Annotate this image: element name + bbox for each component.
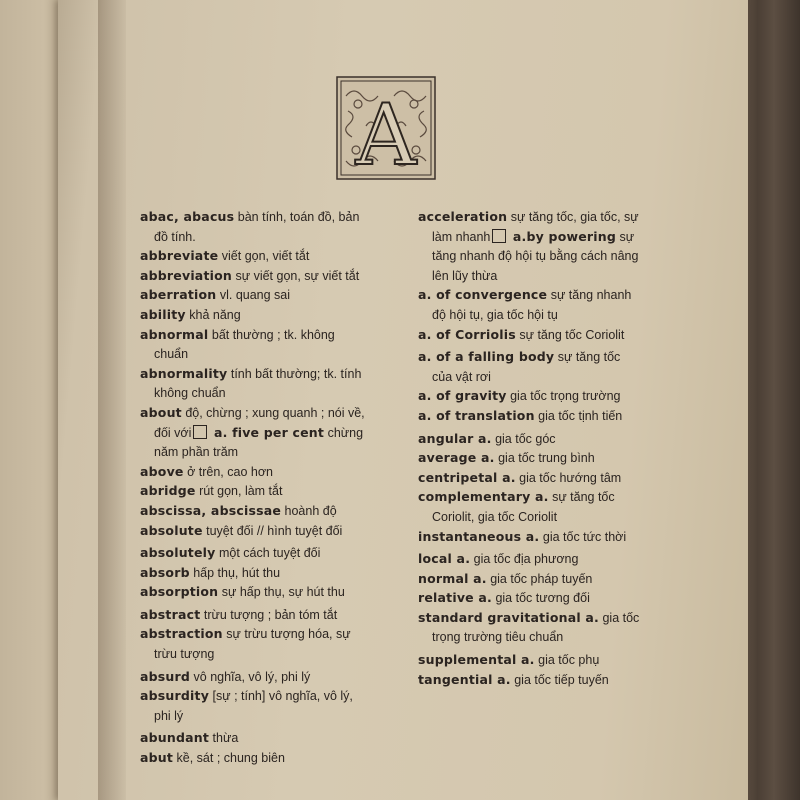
- dictionary-entry: [140, 729, 368, 749]
- definition: [sự ; tính] vô nghĩa, vô lý, phi lý: [154, 689, 353, 723]
- headword: tangential a.: [418, 671, 511, 687]
- dictionary-entry: [140, 687, 368, 726]
- sub-definition: sự tăng nhanh độ hội tụ bằng cách nâng lên lũy thừa: [432, 229, 639, 283]
- dictionary-entry: [140, 286, 368, 306]
- left-column: [140, 208, 368, 769]
- ornamental-letter-A-icon: [336, 76, 436, 180]
- headword: a. of gravity: [418, 388, 507, 404]
- dictionary-entry: [418, 550, 640, 570]
- headword: relative a.: [418, 590, 492, 606]
- headword: centripetal a.: [418, 469, 516, 485]
- headword: abut: [140, 750, 174, 766]
- definition: gia tốc hướng tâm: [515, 470, 622, 485]
- dictionary-entry: [140, 749, 368, 769]
- definition: sự trừu tượng hóa, sự trừu tượng: [154, 627, 351, 662]
- definition: kề, sát ; chung biên: [173, 751, 285, 766]
- definition: gia tốc trọng trường: [506, 389, 621, 404]
- headword: instantaneous a.: [418, 528, 540, 544]
- definition: gia tốc tương đối: [491, 591, 590, 606]
- definition: gia tốc địa phương: [470, 552, 579, 567]
- definition: sự viết gọn, sự viết tắt: [232, 268, 360, 283]
- dictionary-entry: [140, 404, 368, 463]
- definition: ở trên, cao hơn: [183, 464, 273, 479]
- sub-headword: a. five per cent: [209, 424, 325, 440]
- definition: gia tốc pháp tuyến: [486, 571, 593, 586]
- dictionary-entry: [140, 606, 368, 626]
- headword: abac, abacus: [140, 209, 235, 224]
- headword: standard gravitational a.: [418, 609, 599, 625]
- definition: gia tốc tịnh tiến: [534, 408, 623, 423]
- dictionary-entry: [418, 407, 640, 427]
- dictionary-entry: [140, 306, 368, 326]
- headword: abscissa, abscissae: [140, 502, 282, 518]
- headword: absolute: [140, 522, 203, 538]
- dictionary-entry: [418, 208, 640, 286]
- dictionary-entry: [140, 267, 368, 287]
- definition: hấp thụ, hút thu: [189, 565, 281, 580]
- headword: average a.: [418, 450, 495, 466]
- headword: a. of convergence: [418, 287, 548, 303]
- dictionary-entry: [418, 589, 640, 609]
- dictionary-entry: [140, 564, 368, 584]
- dictionary-entry: [418, 326, 640, 346]
- definition: bất thường ; tk. không chuẩn: [154, 327, 335, 362]
- dictionary-entry: [140, 583, 368, 603]
- definition: khả năng: [185, 307, 241, 322]
- definition: sự tăng tốc Coriolit, gia tốc Coriolit: [432, 490, 615, 524]
- dictionary-entry: [140, 247, 368, 267]
- headword: absurd: [140, 668, 191, 684]
- headword: ability: [140, 306, 186, 322]
- book-gutter: [98, 0, 126, 800]
- dictionary-entry: [140, 522, 368, 542]
- sub-definition: chừng năm phần trăm: [154, 425, 364, 460]
- dictionary-entry: [140, 668, 368, 688]
- headword: a. of Corriolis: [418, 326, 516, 342]
- dictionary-entry: [418, 488, 640, 527]
- section-box-icon: [193, 425, 207, 439]
- definition: thừa: [209, 731, 239, 746]
- headword: abundant: [140, 730, 210, 746]
- definition: sự tăng tốc của vật rơi: [432, 350, 621, 384]
- definition: độ, chừng ; xung quanh ; nói về, đối với: [154, 405, 365, 440]
- headword: abstraction: [140, 626, 223, 642]
- dictionary-entry: [418, 469, 640, 489]
- headword: normal a.: [418, 570, 487, 586]
- headword: abnormal: [140, 326, 209, 342]
- headword: complementary a.: [418, 489, 549, 505]
- headword: abbreviation: [140, 267, 232, 283]
- headword: about: [140, 404, 182, 420]
- headword: above: [140, 463, 184, 479]
- dictionary-entry: [418, 570, 640, 590]
- definition: tuyệt đối // hình tuyệt đối: [202, 523, 343, 538]
- headword: abnormality: [140, 365, 228, 381]
- definition: gia tốc trung bình: [494, 451, 595, 466]
- definition: gia tốc tức thời: [539, 529, 627, 544]
- dictionary-entry: [140, 544, 368, 564]
- definition: gia tốc trọng trường tiêu chuẩn: [432, 610, 640, 645]
- headword: abridge: [140, 483, 196, 499]
- headword: abstract: [140, 606, 201, 622]
- headword: local a.: [418, 551, 471, 567]
- definition: sự hấp thụ, sự hút thu: [218, 585, 345, 600]
- dictionary-entry: [140, 502, 368, 522]
- headword: supplemental a.: [418, 652, 535, 668]
- definition: gia tốc phụ: [534, 653, 600, 668]
- dictionary-entry: [418, 609, 640, 648]
- definition: trừu tượng ; bản tóm tắt: [200, 607, 338, 622]
- headword: aberration: [140, 287, 217, 303]
- headword: abbreviate: [140, 248, 219, 264]
- definition: bàn tính, toán đồ, bản đồ tính.: [154, 210, 360, 244]
- definition: một cách tuyệt đối: [215, 546, 321, 561]
- definition: sự tăng nhanh độ hội tụ, gia tốc hội tụ: [432, 288, 632, 322]
- dictionary-entry: [140, 365, 368, 404]
- headword: absolutely: [140, 545, 216, 561]
- section-box-icon: [492, 229, 506, 243]
- sub-headword: a.by powering: [508, 228, 617, 244]
- dictionary-entry: [418, 430, 640, 450]
- definition: sự tăng tốc Coriolit: [515, 327, 625, 342]
- headword: absorption: [140, 584, 219, 600]
- definition: viết gọn, viết tắt: [218, 249, 310, 264]
- dictionary-entry: [418, 671, 640, 691]
- dictionary-entry: [418, 286, 640, 325]
- definition: sự tăng tốc, gia tốc, sự làm nhanh: [432, 210, 639, 244]
- dictionary-entry: [418, 387, 640, 407]
- dictionary-entry: [418, 651, 640, 671]
- dictionary-entry: [418, 449, 640, 469]
- dictionary-entry: [140, 326, 368, 365]
- headword: a. of translation: [418, 407, 535, 423]
- definition: rút gọn, làm tắt: [195, 484, 283, 499]
- svg-text:A: A: [355, 86, 417, 180]
- dictionary-entry: [418, 348, 640, 387]
- dictionary-entry: [418, 528, 640, 548]
- facing-page-edge: [0, 0, 62, 800]
- right-column: [418, 208, 640, 690]
- definition: hoành độ: [281, 503, 337, 518]
- definition: gia tốc góc: [491, 431, 556, 446]
- definition: vô nghĩa, vô lý, phi lý: [190, 669, 311, 684]
- definition: gia tốc tiếp tuyến: [510, 672, 609, 687]
- dictionary-entry: [140, 463, 368, 483]
- definition: tính bất thường; tk. tính không chuẩn: [154, 366, 362, 401]
- headword: acceleration: [418, 209, 508, 224]
- dictionary-entry: [140, 482, 368, 502]
- headword: absorb: [140, 564, 190, 580]
- headword: angular a.: [418, 430, 492, 446]
- definition: vl. quang sai: [216, 288, 291, 303]
- headword: a. of a falling body: [418, 349, 555, 365]
- headword: absurdity: [140, 688, 210, 704]
- dictionary-entry: [140, 625, 368, 664]
- dictionary-entry: [140, 208, 368, 247]
